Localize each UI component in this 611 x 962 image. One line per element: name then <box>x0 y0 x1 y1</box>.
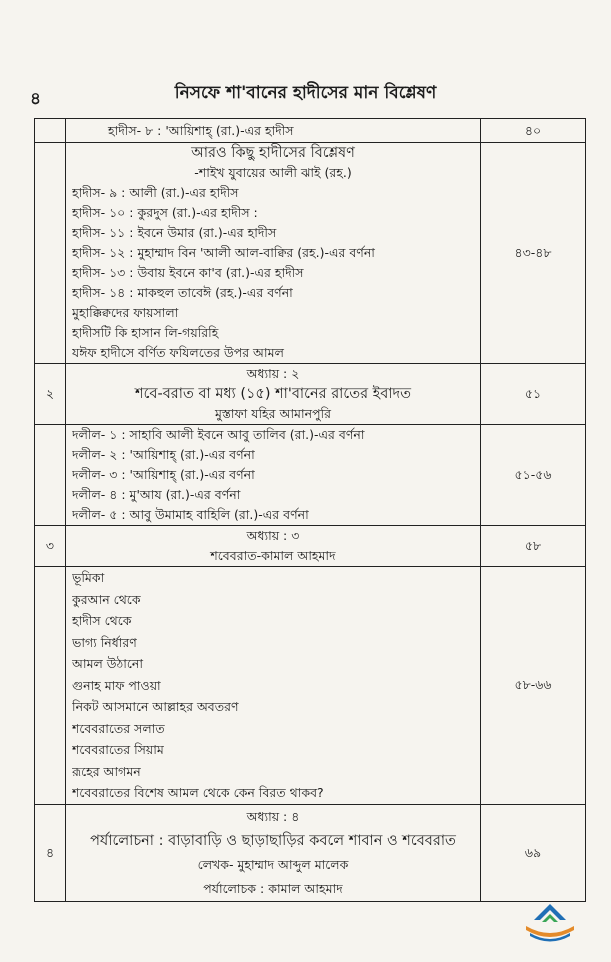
row-number <box>35 119 66 143</box>
entry-line: হাদীস- ১১ : ইবনে উমার (রা.)-এর হাদীস <box>72 225 277 240</box>
row-number <box>35 425 66 526</box>
table-row <box>35 119 586 143</box>
entry-line: হাদীস থেকে <box>72 613 132 628</box>
entry-cell <box>66 804 481 901</box>
entry-line: শবেবরাতের সলাত <box>72 720 165 736</box>
entry-line: নিকট আসমানে আল্লাহর অবতরণ <box>72 699 239 714</box>
page-ref: ৫৮-৬৬ <box>481 567 586 805</box>
page-ref: ৪০ <box>481 119 586 143</box>
entry-line: দলীল- ৪ : মু'আয (রা.)-এর বর্ণনা <box>72 487 241 502</box>
chapter-label: অধ্যায় : ২ <box>246 366 300 381</box>
entry-line: মুহাক্কিক্বদের ফায়সালা <box>72 305 179 320</box>
entry-line: হাদীসটি কি হাসান লি-গয়রিহি <box>72 325 219 340</box>
entry-cell <box>66 567 481 805</box>
entry-line: হাদীস- ১২ : মুহাম্মাদ বিন 'আলী আল-বাক্বির (রহ.)-এর বর্ণনা <box>72 245 375 260</box>
chapter-title: শবেবরাত-কামাল আহমাদ <box>210 548 336 563</box>
chapter-reviewer: পর্যালোচক : কামাল আহমাদ <box>203 880 343 896</box>
entry-line: ভাগ্য নির্ধারণ <box>72 634 137 650</box>
entry-line: হাদীস- ১০ : কুরদুস (রা.)-এর হাদীস : <box>72 205 258 220</box>
entry-line: হাদীস- ৮ : 'আয়িশাহ্‌ (রা.)-এর হাদীস <box>108 122 294 138</box>
row-number: ২ <box>35 364 66 425</box>
entry-line: দলীল- ১ : সাহাবি আলী ইবনে আবু তালিব (রা.)-এর বর্ণনা <box>72 427 365 442</box>
section-author: -শাইখ যুবায়ের আলী ঝাই (রহ.) <box>194 165 352 180</box>
entry-cell <box>66 119 481 143</box>
chapter-writer: লেখক- মুহাম্মাদ আব্দুল মালেক <box>197 856 349 872</box>
page-header-title: নিসফে শা'বানের হাদীসের মান বিশ্লেষণ <box>174 83 437 103</box>
table-row <box>35 425 586 526</box>
contents-table <box>34 118 586 902</box>
entry-line: ভূমিকা <box>72 570 105 585</box>
page-ref: ৫১-৫৬ <box>481 425 586 526</box>
entry-cell <box>66 143 481 364</box>
publisher-logo-icon <box>520 900 580 946</box>
entry-cell <box>66 425 481 526</box>
page-number: ৪ <box>30 89 42 109</box>
table-row <box>35 804 586 901</box>
entry-line: দলীল- ৩ : 'আয়িশাহ্‌ (রা.)-এর বর্ণনা <box>72 467 255 482</box>
entry-cell <box>66 364 481 425</box>
page-ref: ৫১ <box>481 364 586 425</box>
table-row <box>35 364 586 425</box>
entry-line: শবেবরাতের সিয়াম <box>72 742 164 757</box>
chapter-title: শবে-বরাত বা মধ্য (১৫) শা'বানের রাতের ইবাদত <box>135 386 411 402</box>
table-row <box>35 526 586 567</box>
entry-line: রূহের আগমন <box>72 763 141 779</box>
entry-line: দলীল- ২ : 'আয়িশাহ্‌ (রা.)-এর বর্ণনা <box>72 447 255 462</box>
entry-line: শবেবরাতের বিশেষ আমল থেকে কেন বিরত থাকব? <box>72 785 324 800</box>
entry-line: যঈফ হাদীসে বর্ণিত ফযিলতের উপর আমল <box>72 345 284 360</box>
entry-cell <box>66 526 481 567</box>
entry-line: হাদীস- ১৪ : মাকহুল তাবেঈ (রহ.)-এর বর্ণনা <box>72 285 293 300</box>
row-number <box>35 567 66 805</box>
row-number: ৪ <box>35 804 66 901</box>
page-ref: ৫৮ <box>481 526 586 567</box>
chapter-author: মুস্তাফা যহির আমানপুরি <box>214 406 332 421</box>
entry-line: কুরআন থেকে <box>72 591 141 607</box>
entry-line: আমল উঠানো <box>72 656 143 671</box>
entry-line: গুনাহ মাফ পাওয়া <box>72 677 161 693</box>
row-number <box>35 143 66 364</box>
entry-line: হাদীস- ১৩ : উবায় ইবনে কা'ব (রা.)-এর হাদীস <box>72 265 304 280</box>
chapter-title: পর্যালোচনা : বাড়াবাড়ি ও ছাড়াছাড়ির কবলে শাবান ও শবেবরাত <box>90 832 456 849</box>
page-ref: ৪৩-৪৮ <box>481 143 586 364</box>
table-row <box>35 567 586 805</box>
entry-line: দলীল- ৫ : আবু উমামাহ বাহিলি (রা.)-এর বর্ণনা <box>72 507 309 522</box>
page-ref: ৬৯ <box>481 804 586 901</box>
section-heading: আরও কিছু হাদীসের বিশ্লেষণ <box>191 145 355 161</box>
chapter-label: অধ্যায় : ৪ <box>246 808 300 824</box>
row-number: ৩ <box>35 526 66 567</box>
entry-line: হাদীস- ৯ : আলী (রা.)-এর হাদীস <box>72 185 239 200</box>
chapter-label: অধ্যায় : ৩ <box>246 528 300 543</box>
table-row <box>35 143 586 364</box>
